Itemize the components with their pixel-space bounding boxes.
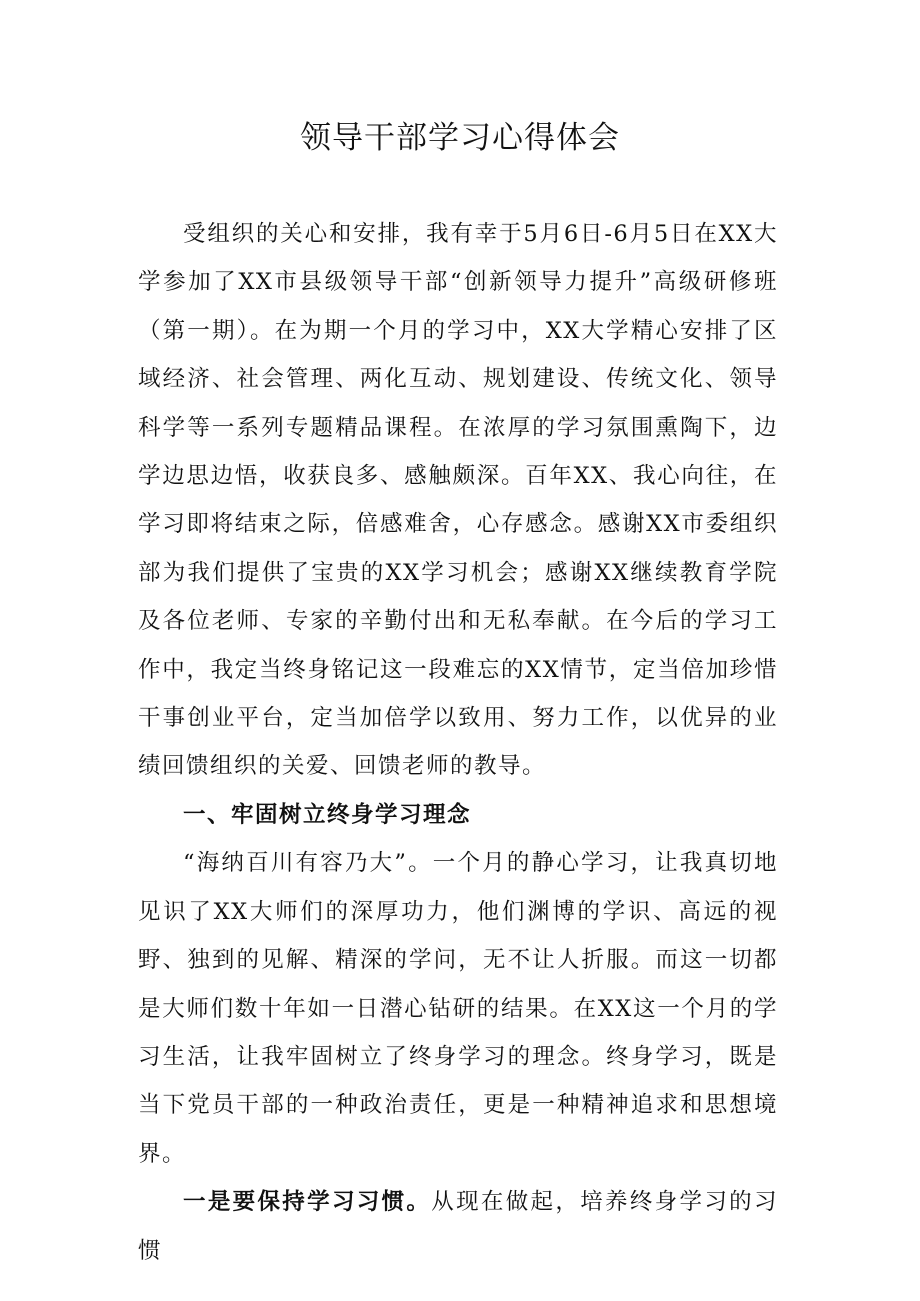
document-body — [138, 210, 778, 1275]
section-heading-1: 一、牢固树立终身学习理念 — [183, 801, 472, 828]
document-title: 领导干部学习心得体会 — [300, 120, 620, 156]
section-1-paragraph: “海纳百川有容乃大”。一个月的静心学习，让我真切地见识了XX大师们的深厚功力，他们渊博的学识、高远的视野、独到的见解、精深的学问，无不让人折服。而这一切都是大师们数十年如一日潜心钻研的结果。在XX这一个月的学习生活，让我牢固树立了终身学习的理念。终身学习，既是当下党员干部的一种政治责任，更是一种精神追求和思想境界。 — [138, 850, 778, 1167]
section-1-point-1 — [138, 1178, 778, 1275]
intro-paragraph: 受组织的关心和安排，我有幸于5月6日-6月5日在XX大学参加了XX市县级领导干部“创新领导力提升”高级研修班（第一期）。在为期一个月的学习中，XX大学精心安排了区域经济、社会管理、两化互动、规划建设、传统文化、领导科学等一系列专题精品课程。在浓厚的学习氛围熏陶下，边学边思边悟，收获良多、感触颇深。百年XX、我心向往，在学习即将结束之际，倍感难舍，心存感念。感谢XX市委组织部为我们提供了宝贵的XX学习机会；感谢XX继续教育学院及各位老师、专家的辛勤付出和无私奉献。在今后的学习工作中，我定当终身铭记这一段难忘的XX情节，定当倍加珍惜干事创业平台，定当加倍学以致用、努力工作，以优异的业绩回馈组织的关爱、回馈老师的教导。 — [138, 221, 778, 780]
point-1-text: 从现在做起，培养终身学习的习惯 — [138, 1189, 778, 1264]
point-1-lead: 一是要保持学习习惯。 — [183, 1189, 432, 1216]
